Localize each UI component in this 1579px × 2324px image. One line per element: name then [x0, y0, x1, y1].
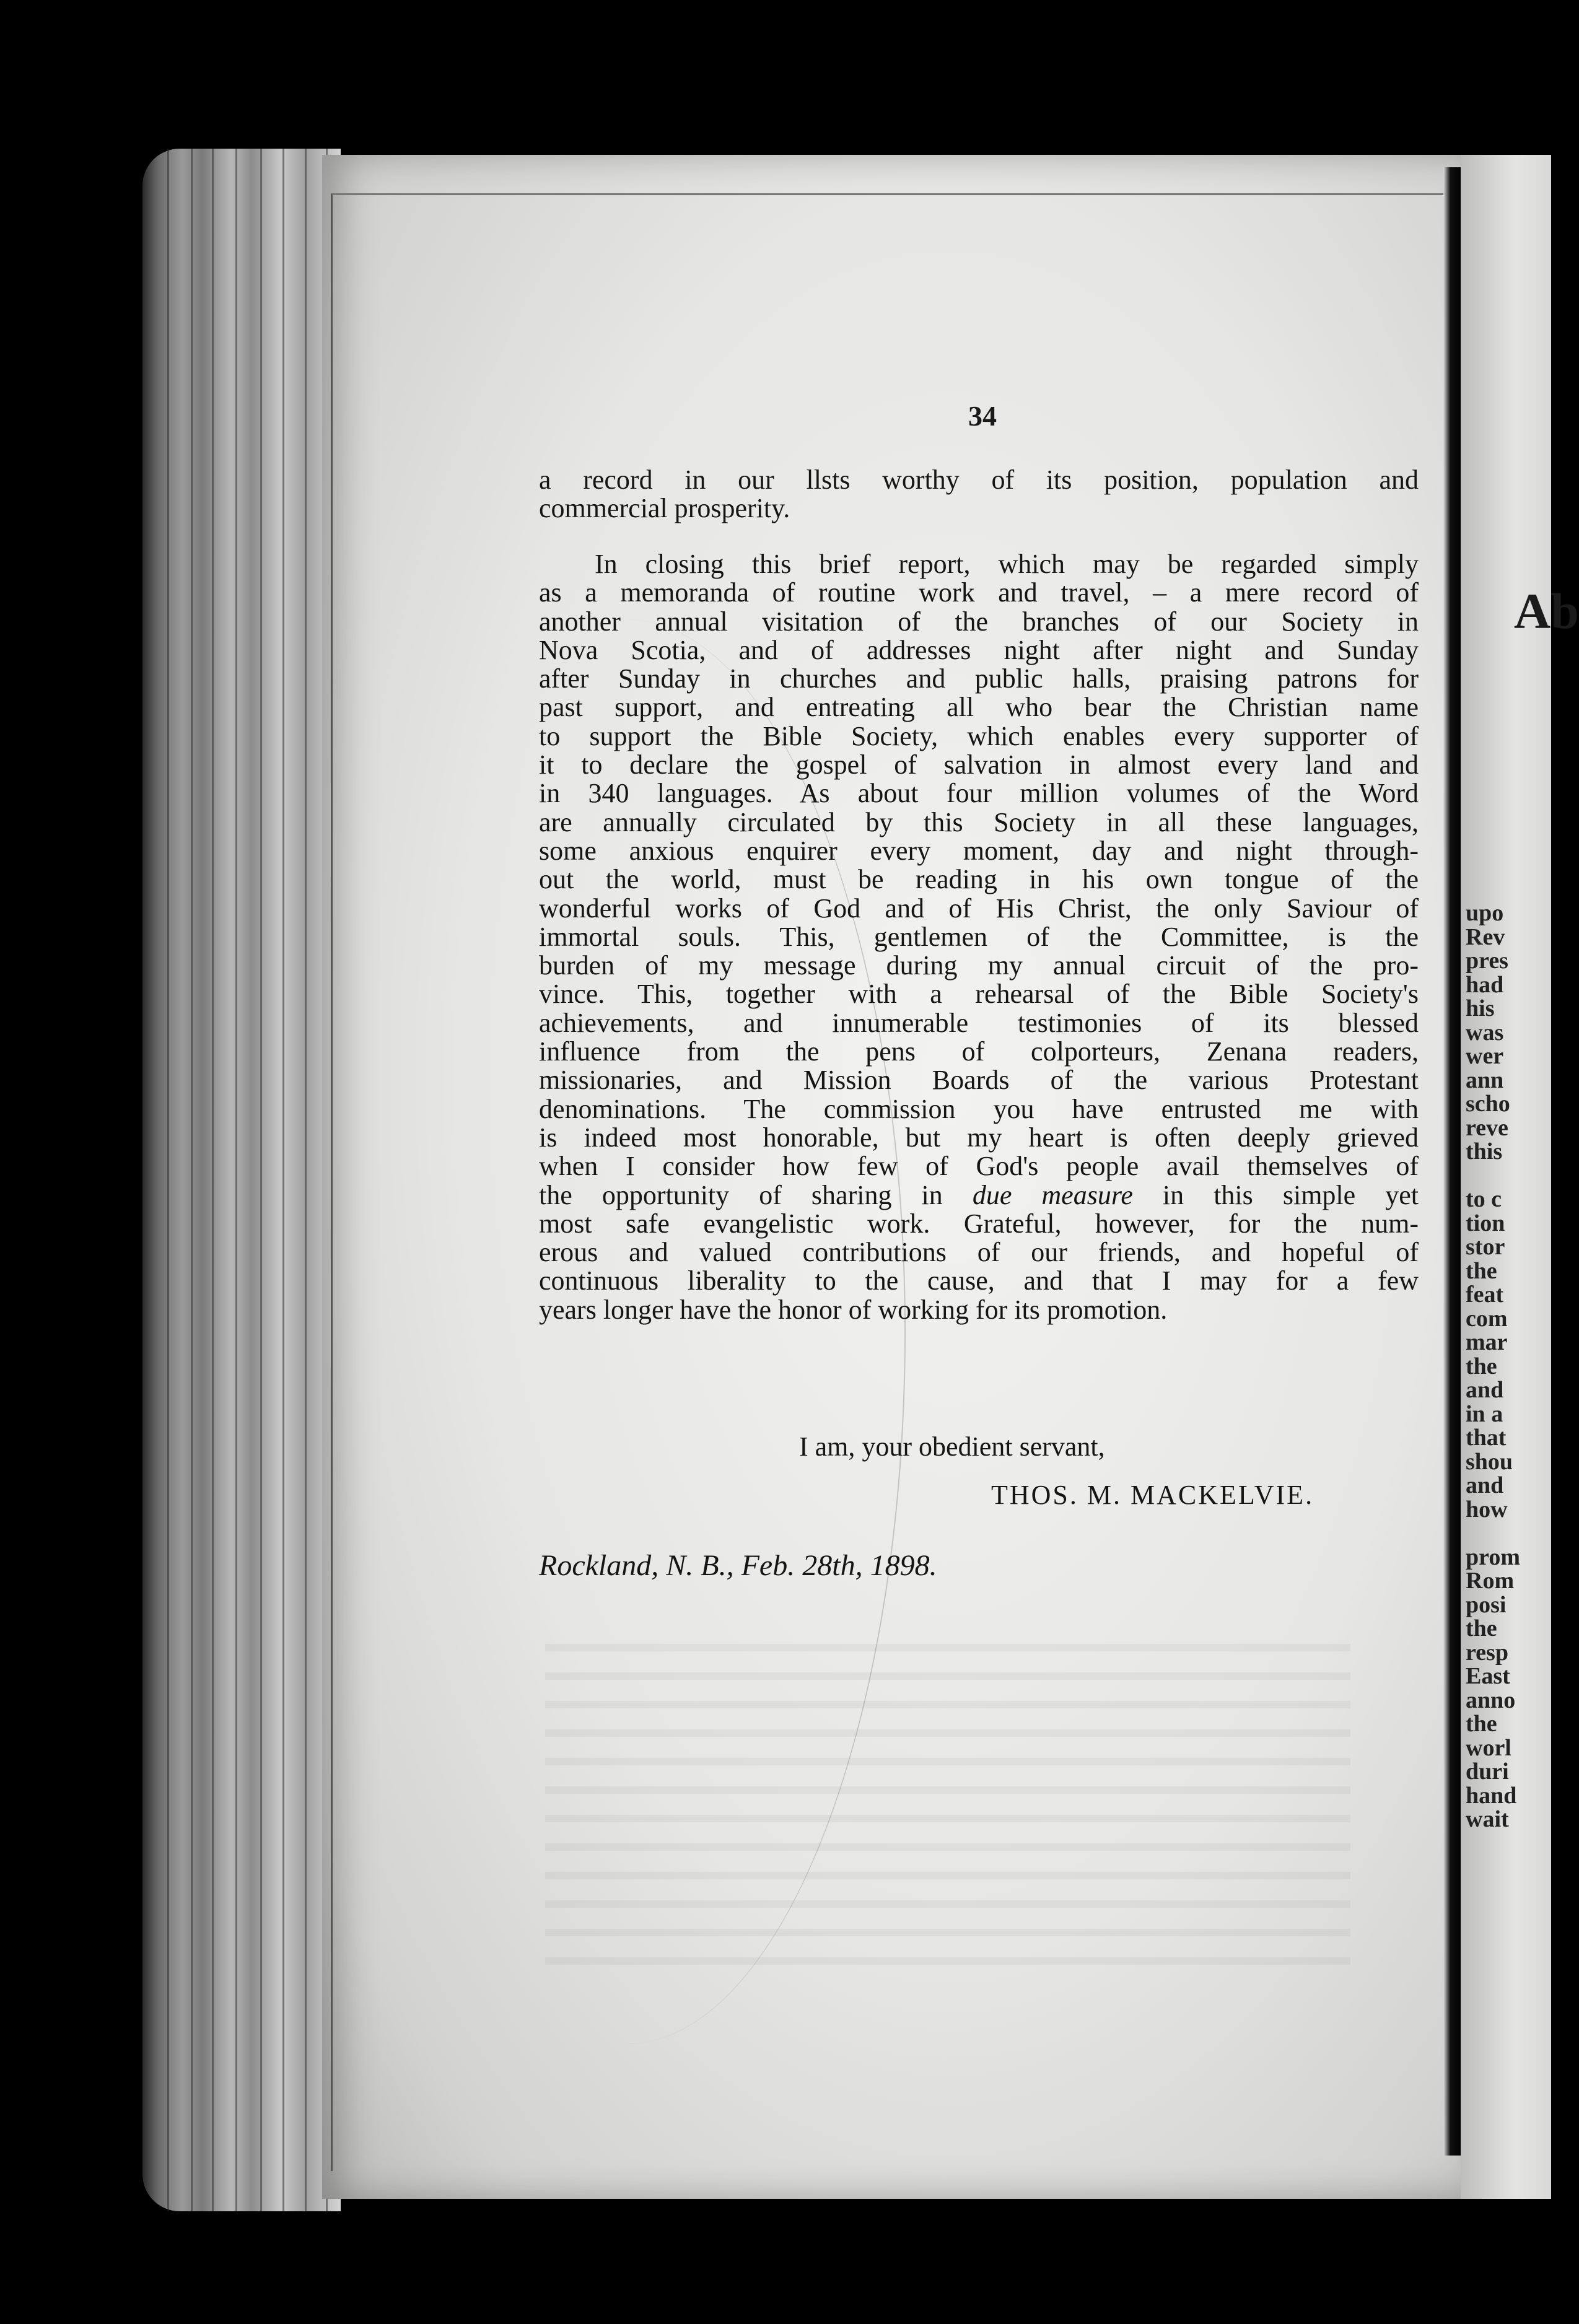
facing-text-fragment: pres [1466, 948, 1508, 974]
paragraph-2 [539, 550, 1419, 1324]
text-line: is indeed most honorable, but my heart is often deeply grieved [539, 1122, 1419, 1153]
facing-text-fragment: and [1466, 1472, 1504, 1498]
facing-page-heading: Ab [1514, 583, 1579, 639]
facing-text-fragment: tion [1466, 1210, 1505, 1236]
text-line: some anxious enquirer every moment, day and night through- [539, 835, 1419, 866]
signature: THOS. M. MACKELVIE. [991, 1480, 1314, 1510]
facing-text-fragment [1466, 1164, 1520, 1188]
facing-text-fragment: upo [1466, 900, 1504, 926]
facing-text-fragment: how [1466, 1496, 1508, 1522]
text-line: continuous liberality to the cause, and that I may for a few [539, 1265, 1419, 1296]
facing-text-fragment: stor [1466, 1234, 1505, 1260]
text-line: years longer have the honor of working for its promotion. [539, 1294, 1168, 1325]
text-line: burden of my message during my annual circuit of the pro- [539, 950, 1419, 981]
text-line: past support, and entreating all who bear the Christian name [539, 692, 1419, 723]
show-through-text [545, 1623, 1350, 1970]
facing-page-text [1466, 901, 1520, 1832]
text-segment: in this simple yet [1162, 1179, 1419, 1210]
facing-text-fragment: worl [1466, 1734, 1511, 1761]
facing-text-fragment: the [1466, 1353, 1497, 1379]
facing-text-fragment: Rev [1466, 924, 1505, 950]
facing-text-fragment: ann [1466, 1067, 1504, 1093]
text-line: most safe evangelistic work. Grateful, however, for the num- [539, 1208, 1419, 1239]
text-line: In closing this brief report, which may be regarded simply [595, 549, 1419, 579]
text-line: missionaries, and Mission Boards of the various Protestant [539, 1065, 1419, 1096]
text-line: another annual visitation of the branches of our Society in [539, 606, 1419, 637]
text-line: a record in our llsts worthy of its position, population and [539, 465, 1419, 495]
text-line: denominations. The commission you have entrusted me with [539, 1093, 1419, 1124]
facing-text-fragment: East [1466, 1663, 1510, 1689]
text-line: it to declare the gospel of salvation in almost every land and [539, 749, 1419, 780]
text-line: influence from the pens of colporteurs, Zenana readers, [539, 1036, 1419, 1067]
italic-phrase: due measure [972, 1179, 1133, 1210]
text-line: to support the Bible Society, which enables every supporter of [539, 720, 1419, 751]
text-line-with-italic [539, 1181, 1419, 1210]
book-page-edges [142, 149, 341, 2211]
facing-text-fragment: reve [1466, 1114, 1508, 1141]
facing-text-fragment [1466, 1521, 1520, 1545]
facing-text-fragment: this [1466, 1138, 1503, 1164]
facing-text-fragment: scho [1466, 1091, 1510, 1117]
facing-text-fragment: wait [1466, 1806, 1509, 1832]
text-line: wonderful works of God and of His Christ, the only Saviour of [539, 893, 1419, 924]
facing-text-fragment: the [1466, 1257, 1497, 1284]
facing-text-fragment: in a [1466, 1400, 1503, 1427]
facing-text-fragment: mar [1466, 1329, 1508, 1355]
facing-text-fragment: posi [1466, 1591, 1507, 1618]
facing-text-fragment: resp [1466, 1639, 1508, 1666]
facing-text-fragment: Rom [1466, 1568, 1515, 1594]
page-number: 34 [968, 400, 997, 432]
facing-text-fragment: the [1466, 1615, 1497, 1641]
facing-text-fragment: hand [1466, 1782, 1517, 1809]
facing-page-fragment [1461, 155, 1579, 2199]
facing-text-fragment: had [1466, 971, 1504, 998]
book-gutter [1443, 167, 1461, 2156]
facing-text-fragment: duri [1466, 1758, 1509, 1784]
facing-text-fragment: shou [1466, 1448, 1513, 1475]
facing-text-fragment: the [1466, 1711, 1497, 1737]
text-line: immortal souls. This, gentlemen of the Committee, is the [539, 921, 1419, 952]
facing-text-fragment: was [1466, 1019, 1504, 1046]
facing-text-fragment: com [1466, 1305, 1508, 1332]
text-line: achievements, and innumerable testimonies of its blessed [539, 1007, 1419, 1038]
facing-text-fragment: that [1466, 1425, 1507, 1451]
facing-text-fragment: wer [1466, 1043, 1504, 1069]
text-line: commercial prosperity. [539, 493, 790, 524]
facing-text-fragment: his [1466, 995, 1495, 1021]
facing-text-fragment: feat [1466, 1282, 1504, 1308]
facing-text-fragment: prom [1466, 1544, 1520, 1570]
text-segment: the opportunity of sharing in [539, 1179, 943, 1210]
text-line: when I consider how few of God's people avail themselves of [539, 1151, 1419, 1182]
text-line: in 340 languages. As about four million volumes of the Word [539, 778, 1419, 809]
text-line: as a memoranda of routine work and travel, – a mere record of [539, 577, 1419, 608]
text-line: are annually circulated by this Society in all these languages, [539, 806, 1419, 837]
facing-text-fragment: and [1466, 1377, 1504, 1403]
text-line: after Sunday in churches and public halls, praising patrons for [539, 663, 1419, 694]
text-line: vince. This, together with a rehearsal of the Bible Society's [539, 979, 1419, 1010]
closing-salutation: I am, your obedient servant, [799, 1431, 1105, 1462]
text-line: erous and valued contributions of our friends, and hopeful of [539, 1237, 1419, 1268]
paragraph-1 [539, 466, 1419, 523]
facing-text-fragment: anno [1466, 1687, 1516, 1713]
dateline: Rockland, N. B., Feb. 28th, 1898. [539, 1549, 937, 1582]
facing-text-fragment: to c [1466, 1186, 1502, 1212]
text-line: Nova Scotia, and of addresses night after night and Sunday [539, 634, 1419, 665]
text-line: out the world, must be reading in his own tongue of the [539, 864, 1419, 895]
